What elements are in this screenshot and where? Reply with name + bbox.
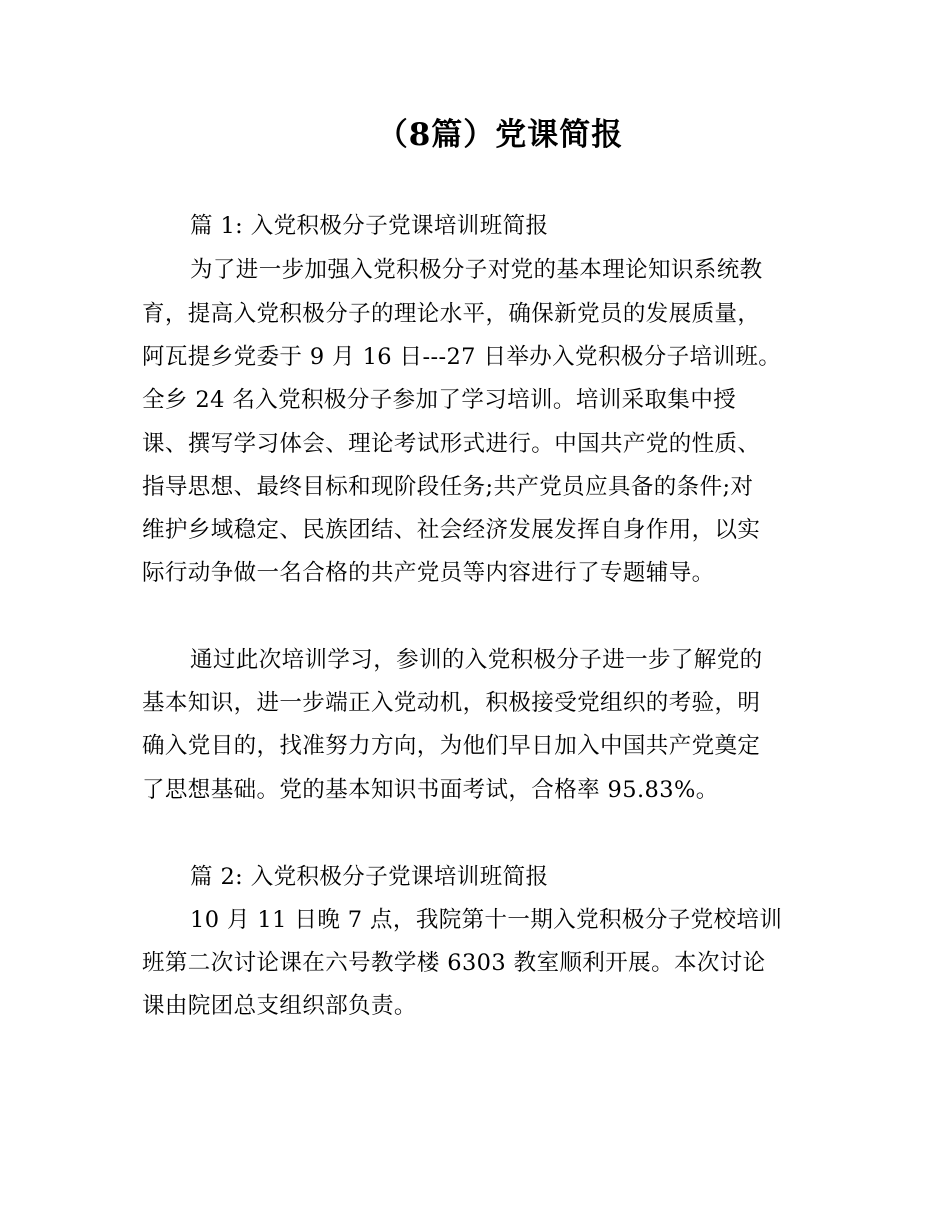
paragraph-line: 10 月 11 日晚 7 点，我院第十一期入党积极分子党校培训 xyxy=(190,907,783,933)
paragraph-line: 班第二次讨论课在六号教学楼 6303 教室顺利开展。本次讨论 xyxy=(142,950,766,976)
paragraph-line: 确入党目的，找准努力方向，为他们早日加入中国共产党奠定 xyxy=(142,733,761,759)
paragraph-line: 育，提高入党积极分子的理论水平，确保新党员的发展质量， xyxy=(142,301,761,327)
paragraph-line: 通过此次培训学习，参训的入党积极分子进一步了解党的 xyxy=(190,647,763,673)
paragraph-line: 阿瓦提乡党委于 9 月 16 日---27 日举办入党积极分子培训班。 xyxy=(142,344,782,370)
paragraph-line: 为了进一步加强入党积极分子对党的基本理论知识系统教 xyxy=(190,257,763,283)
paragraph-line: 了思想基础。党的基本知识书面考试，合格率 95.83%。 xyxy=(142,777,719,803)
paragraph-line: 际行动争做一名合格的共产党员等内容进行了专题辅导。 xyxy=(142,560,715,586)
paragraph-line: 指导思想、最终目标和现阶段任务;共产党员应具备的条件;对 xyxy=(142,474,754,500)
section-heading-1: 篇 1: 入党积极分子党课培训班简报 xyxy=(190,213,549,239)
paragraph-line: 课由院团总支组织部负责。 xyxy=(142,993,417,1019)
document-title: （8篇）党课简报 xyxy=(376,117,624,153)
paragraph-line: 全乡 24 名入党积极分子参加了学习培训。培训采取集中授 xyxy=(142,387,737,413)
paragraph-line: 课、撰写学习体会、理论考试形式进行。中国共产党的性质、 xyxy=(142,431,761,457)
paragraph-line: 维护乡域稳定、民族团结、社会经济发展发挥自身作用，以实 xyxy=(142,517,761,543)
paragraph-line: 基本知识，进一步端正入党动机，积极接受党组织的考验，明 xyxy=(142,690,761,716)
section-heading-2: 篇 2: 入党积极分子党课培训班简报 xyxy=(190,864,549,890)
